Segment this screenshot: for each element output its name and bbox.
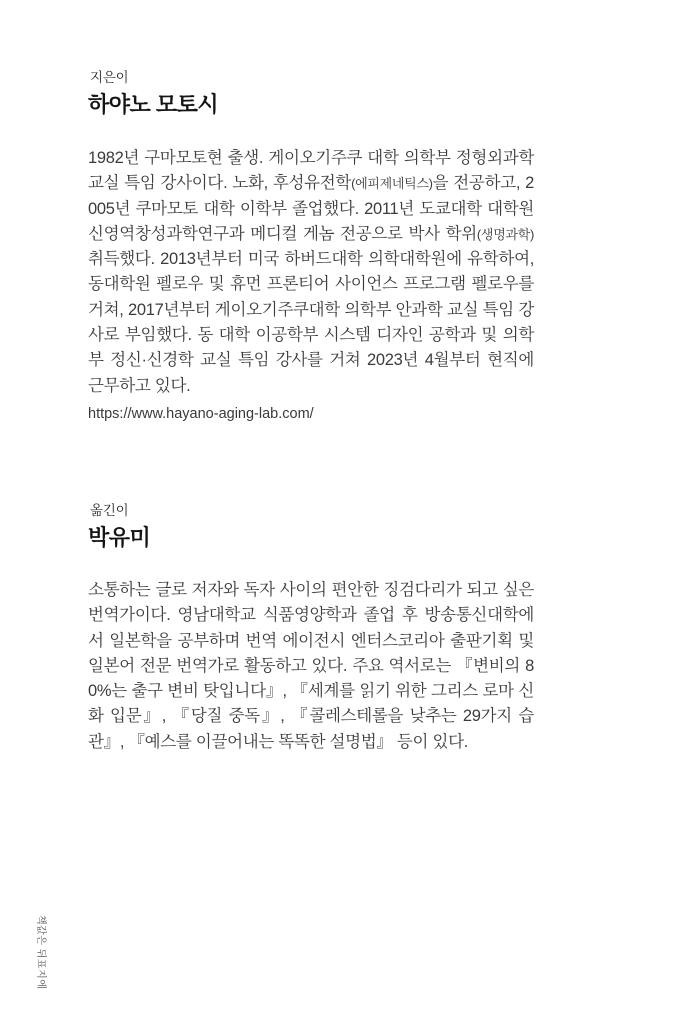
author-website-url: https://www.hayano-aging-lab.com/ [88,406,314,422]
translator-name: 박유미 [88,525,151,550]
author-bio-parenthetical: (에피제네틱스) [351,176,433,192]
author-role-label: 지은이 [90,70,129,85]
price-on-back-cover-note: 책값은 뒤표지에 [35,915,46,990]
author-name: 하야노 모토시 [88,92,219,117]
author-bio [88,146,534,399]
translator-role-label: 옮긴이 [90,503,129,518]
author-bio-text: 취득했다. 2013년부터 미국 하버드대학 의학대학원에 유학하여, 동대학원 펠로우 및 휴먼 프론티어 사이언스 프로그램 펠로우를 거쳐, 2017년부터 게이오기주쿠대학 의학부 안과학 교실 특임 강사로 부임했다. 동 대학 이공학부 시스템 디자인 공학과 및 의학부 정신·신경학 교실 특임 강사를 거쳐 2023년 4월부터 현직에 근무하고 있다. [88,250,534,395]
author-bio-text: 을 전공하고, 2005년 쿠마모토 대학 이학부 졸업했다. 2011년 도쿄대학 대학원 신영역창성과학연구과 메디컬 게놈 전공으로 박사 학위 [88,174,534,243]
author-bio-text: 1982년 구마모토현 출생. 게이오기주쿠 대학 의학부 정형외과학 교실 특임 강사이다. 노화, 후성유전학 [88,149,534,193]
author-bio-parenthetical: (생명과학) [476,226,534,242]
translator-bio: 소통하는 글로 저자와 독자 사이의 편안한 징검다리가 되고 싶은 번역가이다. 영남대학교 식품영양학과 졸업 후 방송통신대학에서 일본학을 공부하며 번역 에이전시 엔터스코리아 출판기획 및 일본어 전문 번역가로 활동하고 있다. 주요 역서로는 『변비의 80%는 출구 변비 탓입니다』, 『세계를 읽기 위한 그리스 로마 신화 입문』, 『당질 중독』, 『콜레스테롤을 낮추는 29가지 습관』, 『예스를 이끌어내는 똑똑한 설명법』 등이 있다. [88,581,534,751]
